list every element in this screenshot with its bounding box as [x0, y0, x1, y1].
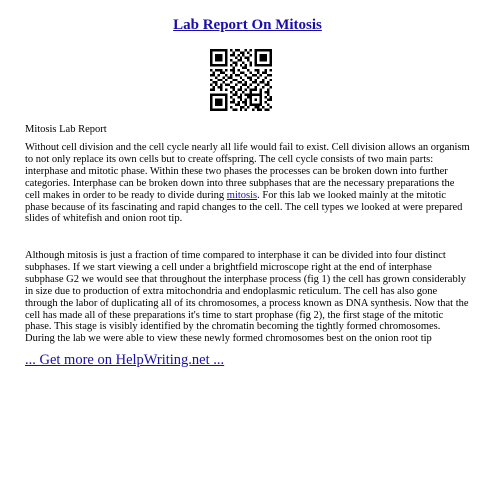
get-more-container — [25, 352, 224, 369]
paragraph-mitosis: Although mitosis is just a fraction of time compared to interphase it can be divided into four distinct subphases. If we start viewing a cell under a brightfield microscope right at the end of interphase subphase G2 we would see that throughout the interphase process (fig 1) the cell has grown considerably in size due to production of extra mitochondria and endoplasmic reticulum. The cell has also gone through the labor of duplicating all of its chromosomes, a process known as DNA synthesis. Now that the cell has made all of these preparations it's time to start prophase (fig 2), the first stage of the mitotic phase. This stage is visibly identified by the chromatin becoming the tightly formed chromosomes. During the lab we were able to view these newly formed chromosomes best on the onion root tip — [25, 250, 469, 345]
qr-code-icon — [210, 49, 272, 111]
paragraph-intro-text-end: . For this lab we looked mainly at the mitotic phase because of its fascinating and rapid changes to the cell. The cell types we looked at were prepared slides of whitefish and onion root tip. — [25, 189, 463, 225]
document-title — [0, 16, 495, 34]
mitosis-link[interactable]: mitosis — [226, 189, 258, 201]
title-link[interactable]: Lab Report On Mitosis — [173, 17, 322, 33]
paragraph-intro-text-start: Without cell division and the cell cycle nearly all life would fail to exist. Cell division allows an organism to not only replace its own cells but to create offspring. The cell cycle consists of two main parts: interphase and mitotic phase. Within these two phases the processes can be broken down into further categories. Interphase can be broken down into three subphases that are the necessary preparations the cell makes in order to be ready to divide during — [25, 142, 470, 201]
paragraph-intro — [25, 142, 471, 225]
report-heading: Mitosis Lab Report — [25, 124, 107, 135]
get-more-link[interactable]: ... Get more on HelpWriting.net ... — [25, 352, 225, 368]
